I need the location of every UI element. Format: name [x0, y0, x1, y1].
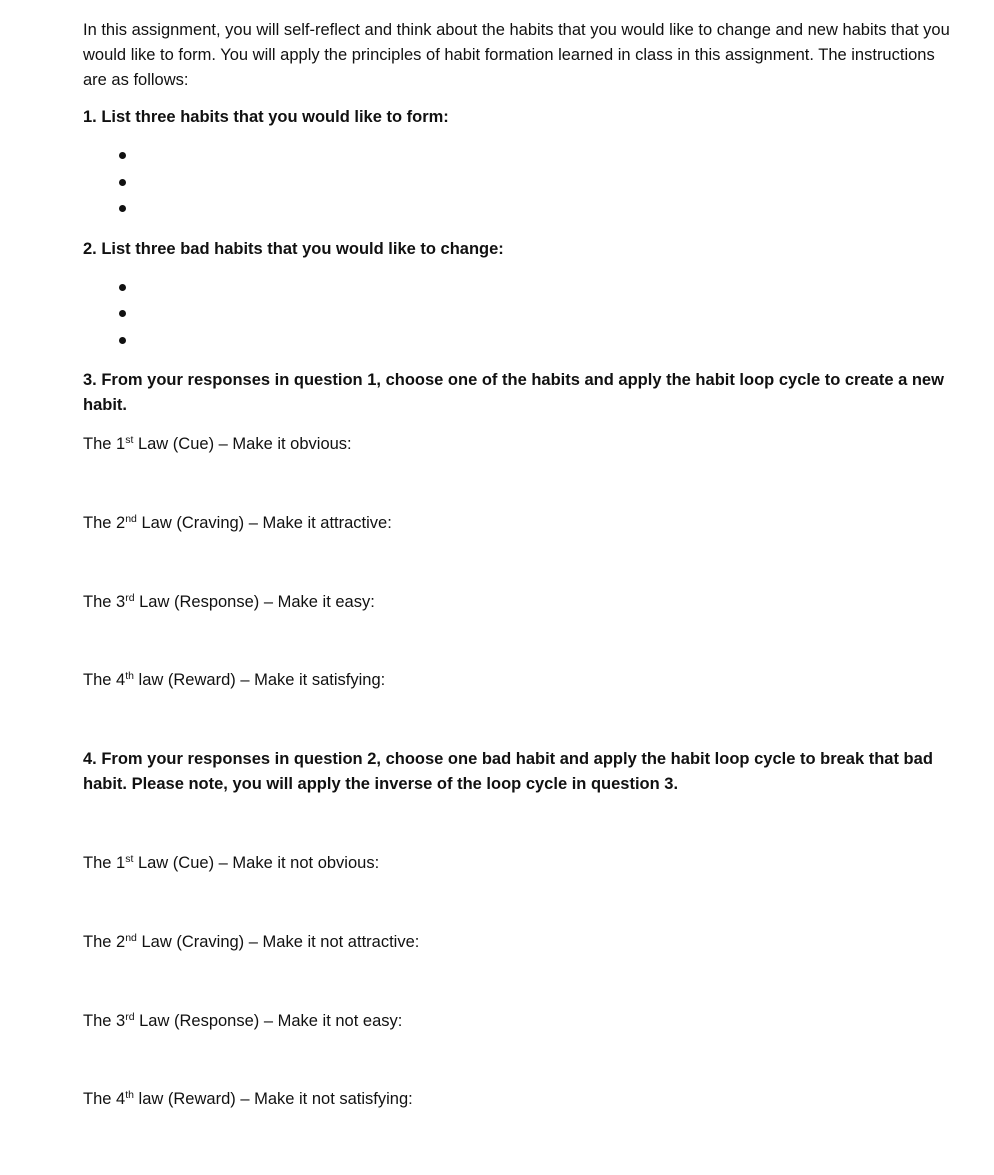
question-1-title: 1. List three habits that you would like to form:: [83, 108, 449, 126]
bullet-icon: [119, 205, 126, 212]
bullet-item: [119, 143, 963, 170]
bullet-icon: [119, 310, 126, 317]
bullet-item: [119, 328, 963, 355]
bullet-item: [119, 301, 963, 328]
bullet-item: [119, 170, 963, 197]
question-1-bullet-list: [83, 143, 963, 223]
q3-law-2: The 2nd Law (Craving) – Make it attractive:: [83, 513, 392, 532]
bullet-item: [119, 196, 963, 223]
q4-law-4: The 4th law (Reward) – Make it not satisfying:: [83, 1089, 413, 1108]
intro-paragraph: In this assignment, you will self-reflect and think about the habits that you would like to change and new habits that you would like to form. You will apply the principles of habit formation learned in class in this assignment. The instructions are as follows:: [83, 21, 950, 89]
q3-law-1: The 1st Law (Cue) – Make it obvious:: [83, 434, 352, 453]
question-2-bullet-list: [83, 275, 963, 355]
bullet-icon: [119, 152, 126, 159]
document-page: [83, 18, 963, 1112]
bullet-icon: [119, 284, 126, 291]
bullet-item: [119, 275, 963, 302]
q4-law-2: The 2nd Law (Craving) – Make it not attractive:: [83, 932, 420, 951]
question-3-title: 3. From your responses in question 1, choose one of the habits and apply the habit loop cycle to create a new habit.: [83, 371, 944, 414]
q4-law-1: The 1st Law (Cue) – Make it not obvious:: [83, 853, 380, 872]
question-4-title: 4. From your responses in question 2, choose one bad habit and apply the habit loop cycle to break that bad habit. Please note, you will apply the inverse of the loop cycle in question 3.: [83, 750, 933, 793]
q3-law-4: The 4th law (Reward) – Make it satisfying:: [83, 670, 386, 689]
bullet-icon: [119, 179, 126, 186]
question-2-title: 2. List three bad habits that you would like to change:: [83, 239, 504, 258]
q3-law-3: The 3rd Law (Response) – Make it easy:: [83, 592, 375, 611]
q4-law-3: The 3rd Law (Response) – Make it not easy:: [83, 1011, 403, 1030]
bullet-icon: [119, 337, 126, 344]
